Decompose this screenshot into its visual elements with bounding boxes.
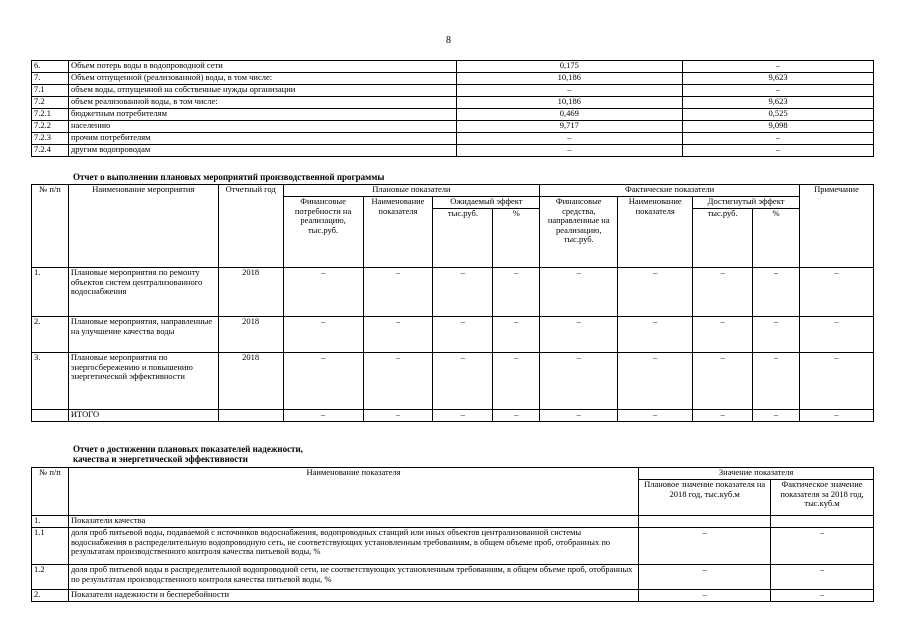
table-row (32, 133, 874, 145)
row-num: 7.1 (32, 85, 69, 97)
activity-value: – (433, 268, 493, 317)
total-value: – (799, 410, 873, 422)
s3-header-num: № п/п (32, 468, 69, 516)
row-name: объем воды, отпущенной на собственные нужды организации (68, 85, 456, 97)
s3-header-name: Наименование показателя (68, 468, 638, 516)
activity-value: – (753, 317, 800, 353)
row-name: другим водопроводам (68, 145, 456, 157)
row-fact-value: – (683, 145, 874, 157)
indicator-name: доля проб питьевой воды в распределительной водопроводной сети, не соответствующих установленным требованиям, в общем объеме проб, отобранных по результатам производственного контроля качества питьевой воды, % (68, 565, 638, 590)
table-row (32, 565, 874, 590)
activity-value: – (283, 317, 363, 353)
indicator-num: 2. (32, 590, 69, 602)
activity-value: – (799, 353, 873, 410)
total-value: – (618, 410, 693, 422)
total-value: – (540, 410, 618, 422)
indicator-fact: – (771, 590, 874, 602)
activity-value: – (618, 317, 693, 353)
header-fact-rub: тыс.руб. (693, 209, 753, 268)
indicator-num: 1.2 (32, 565, 69, 590)
indicator-fact (771, 516, 874, 528)
activity-year: 2018 (218, 317, 283, 353)
indicator-num: 1. (32, 516, 69, 528)
activity-year: 2018 (218, 268, 283, 317)
table-row (32, 590, 874, 602)
row-fact-value: – (683, 61, 874, 73)
header-plan-indicator: Наименование показателя (363, 197, 433, 268)
row-name: населению (68, 121, 456, 133)
indicator-name: доля проб питьевой воды, подаваемой с источников водоснабжения, водопроводных станций или иных объектов централизованной системы водоснабжения в распределительную водопроводную сеть, не соответствующих установленным требованиям, в общем объеме проб, отобранных по результатам производственного контроля качества питьевой воды, % (68, 528, 638, 565)
activity-value: – (618, 353, 693, 410)
activity-name: Плановые мероприятия по энергосбережению и повышению энергетической эффективности (68, 353, 218, 410)
header-activity-name: Наименование мероприятия (68, 185, 218, 268)
header-fact-fin: Финансовые средства, направленные на реализацию, тыс.руб. (540, 197, 618, 268)
header-plan-effect: Ожидаемый эффект (433, 197, 540, 209)
table-row (32, 317, 874, 353)
row-plan-value: – (456, 133, 683, 145)
row-plan-value: 9,717 (456, 121, 683, 133)
row-plan-value: 10,186 (456, 73, 683, 85)
row-plan-value: – (456, 145, 683, 157)
header-actual: Фактические показатели (540, 185, 800, 197)
table-row (32, 353, 874, 410)
total-value: – (493, 410, 540, 422)
table-row (32, 61, 874, 73)
header-planned: Плановые показатели (283, 185, 540, 197)
indicator-fact: – (771, 565, 874, 590)
header-plan-rub: тыс.руб. (433, 209, 493, 268)
row-name: Объем потерь воды в водопроводной сети (68, 61, 456, 73)
activity-num: 2. (32, 317, 69, 353)
activity-name: Плановые мероприятия, направленные на улучшение качества воды (68, 317, 218, 353)
indicator-plan (639, 516, 771, 528)
table-row (32, 109, 874, 121)
table-row (32, 73, 874, 85)
row-num: 7. (32, 73, 69, 85)
section3-title-line1: Отчет о достижении плановых показателей надежности, (73, 444, 303, 454)
activity-value: – (618, 268, 693, 317)
activity-value: – (540, 317, 618, 353)
header-plan-pct: % (493, 209, 540, 268)
indicator-name: Показатели надежности и бесперебойности (68, 590, 638, 602)
indicator-plan: – (639, 528, 771, 565)
header-year: Отчетный год (218, 185, 283, 268)
s3-header-fact: Фактическое значение показателя за 2018 год, тыс.куб.м (771, 480, 874, 516)
table-row (32, 97, 874, 109)
activity-value: – (493, 353, 540, 410)
row-name: бюджетным потребителям (68, 109, 456, 121)
row-name: Объем отпущенной (реализованной) воды, в том числе: (68, 73, 456, 85)
activity-value: – (799, 268, 873, 317)
row-plan-value: 10,186 (456, 97, 683, 109)
activity-value: – (493, 268, 540, 317)
activity-value: – (363, 317, 433, 353)
row-fact-value: 9,623 (683, 97, 874, 109)
total-label: ИТОГО (68, 410, 218, 422)
total-value: – (283, 410, 363, 422)
row-name: объем реализованной воды, в том числе: (68, 97, 456, 109)
row-fact-value: 0,525 (683, 109, 874, 121)
total-value: – (433, 410, 493, 422)
header-fact-pct: % (753, 209, 800, 268)
section3-title-line2: качества и энергетической эффективности (73, 454, 248, 465)
section2-title: Отчет о выполнении плановых мероприятий производственной программы (73, 172, 385, 182)
total-num (32, 410, 69, 422)
activity-num: 1. (32, 268, 69, 317)
activity-name: Плановые мероприятия по ремонту объектов систем централизованного водоснабжения (68, 268, 218, 317)
row-plan-value: – (456, 85, 683, 97)
activity-value: – (433, 317, 493, 353)
row-fact-value: – (683, 133, 874, 145)
activity-value: – (540, 353, 618, 410)
indicator-fact: – (771, 528, 874, 565)
total-value: – (753, 410, 800, 422)
header-fact-indicator: Наименование показателя (618, 197, 693, 268)
activity-value: – (433, 353, 493, 410)
header-plan-fin: Финансовые потребности на реализацию, тыс.руб. (283, 197, 363, 268)
row-plan-value: 0,175 (456, 61, 683, 73)
row-num: 7.2 (32, 97, 69, 109)
page-number: 8 (446, 35, 451, 46)
table-row (32, 528, 874, 565)
indicator-num: 1.1 (32, 528, 69, 565)
total-value: – (363, 410, 433, 422)
row-num: 6. (32, 61, 69, 73)
activity-value: – (753, 353, 800, 410)
activity-value: – (693, 353, 753, 410)
row-num: 7.2.4 (32, 145, 69, 157)
s3-header-value: Значение показателя (639, 468, 874, 480)
table-row (32, 121, 874, 133)
activity-value: – (363, 353, 433, 410)
activity-value: – (693, 268, 753, 317)
indicator-plan: – (639, 590, 771, 602)
header-note: Примечание (799, 185, 873, 268)
activity-value: – (693, 317, 753, 353)
total-value: – (693, 410, 753, 422)
row-fact-value: 9,098 (683, 121, 874, 133)
activity-value: – (493, 317, 540, 353)
indicator-plan: – (639, 565, 771, 590)
row-fact-value: – (683, 85, 874, 97)
activity-num: 3. (32, 353, 69, 410)
table-row (32, 85, 874, 97)
header-fact-effect: Достигнутый эффект (693, 197, 800, 209)
row-plan-value: 0,469 (456, 109, 683, 121)
indicators-table (31, 467, 874, 602)
activity-value: – (540, 268, 618, 317)
header-num: № п/п (32, 185, 69, 268)
activity-year: 2018 (218, 353, 283, 410)
section3-title (73, 444, 303, 465)
activities-table (31, 184, 874, 422)
activity-value: – (799, 317, 873, 353)
activity-value: – (283, 268, 363, 317)
row-fact-value: 9,623 (683, 73, 874, 85)
total-row (32, 410, 874, 422)
indicator-name: Показатели качества (68, 516, 638, 528)
row-num: 7.2.2 (32, 121, 69, 133)
activity-value: – (363, 268, 433, 317)
water-volume-table (31, 60, 874, 157)
row-name: прочим потребителям (68, 133, 456, 145)
row-num: 7.2.3 (32, 133, 69, 145)
s3-header-plan: Плановое значение показателя на 2018 год, тыс.куб.м (639, 480, 771, 516)
activity-value: – (283, 353, 363, 410)
table-row (32, 268, 874, 317)
table-row (32, 145, 874, 157)
activity-value: – (753, 268, 800, 317)
row-num: 7.2.1 (32, 109, 69, 121)
table-row (32, 516, 874, 528)
total-year (218, 410, 283, 422)
